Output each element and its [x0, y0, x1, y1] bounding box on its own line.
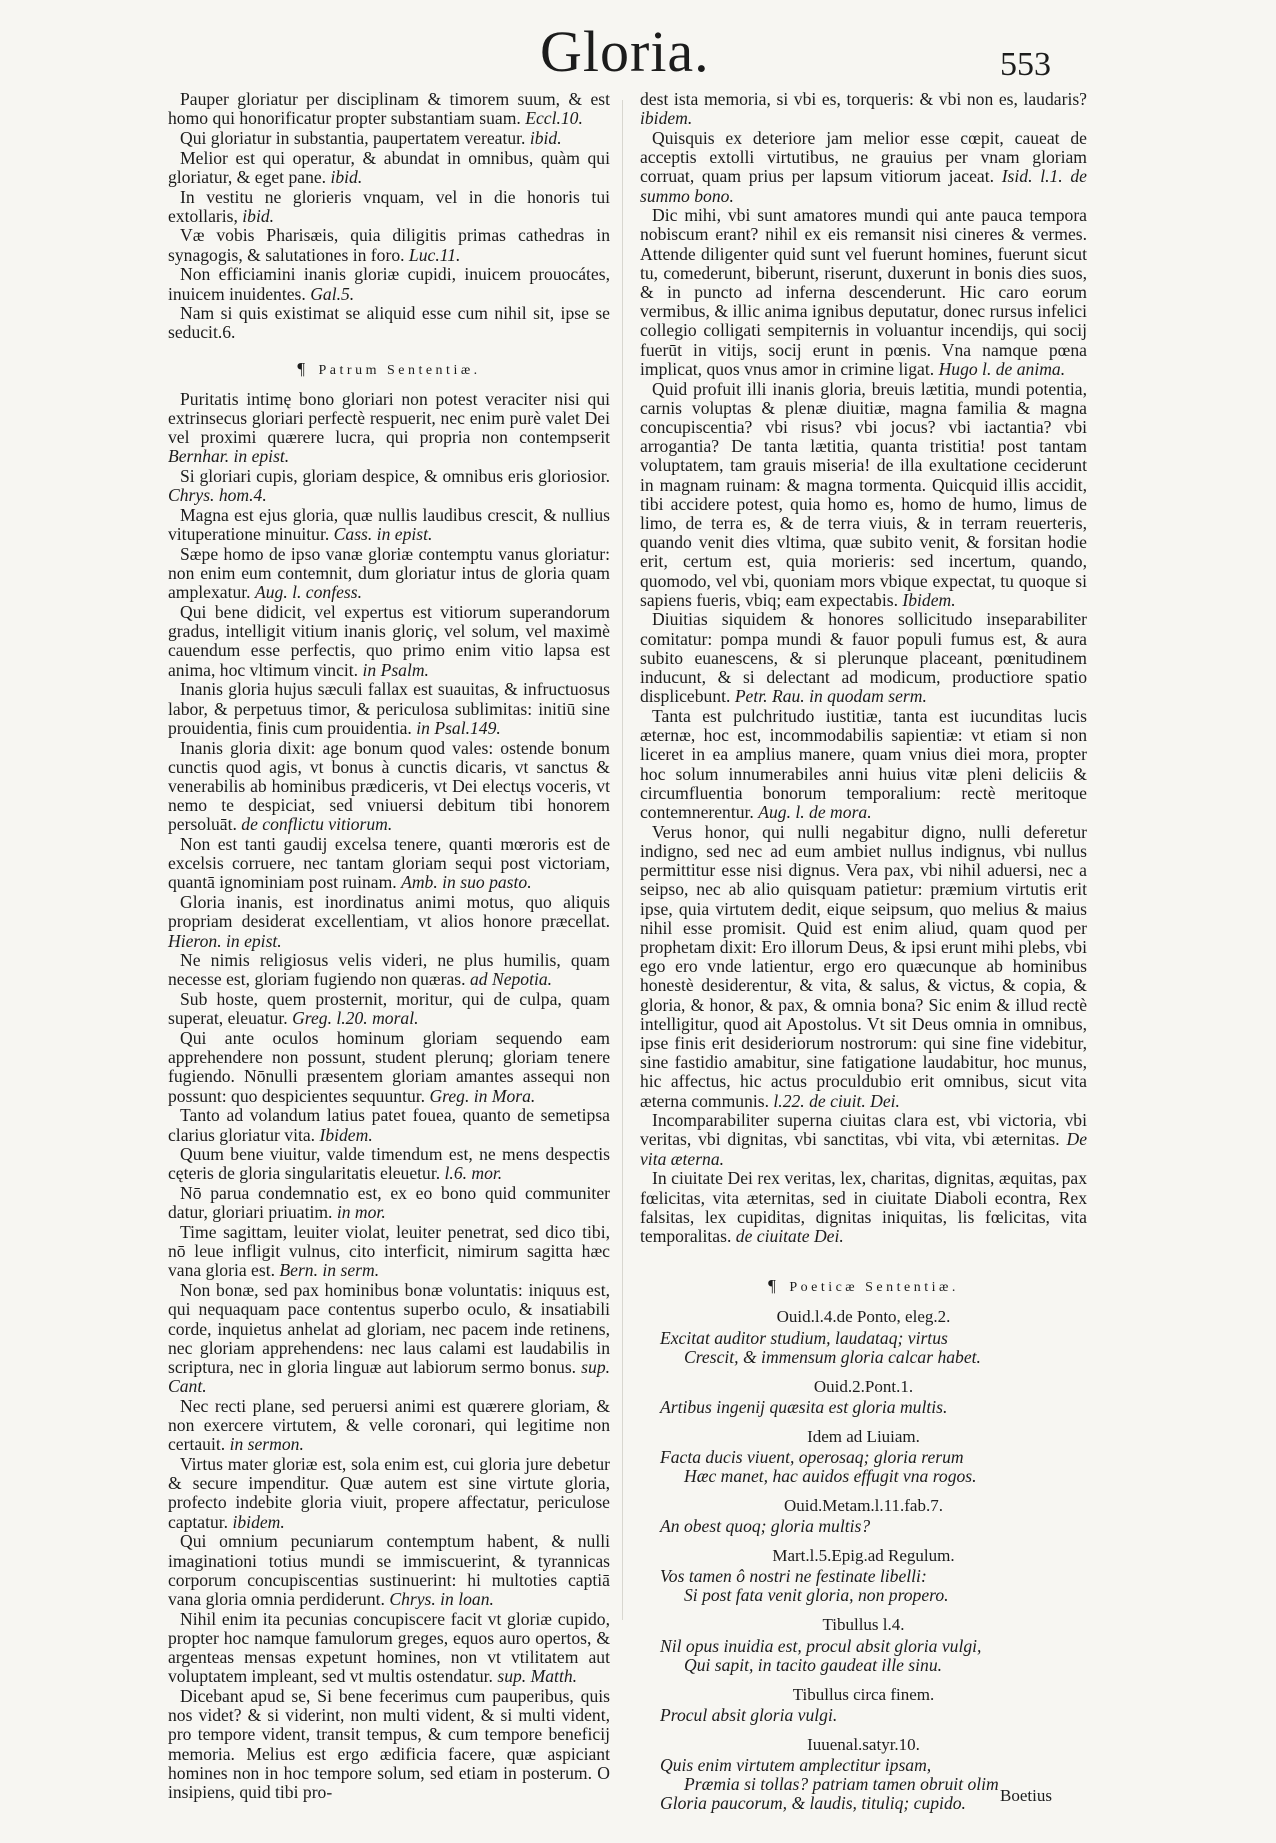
verse-line: Procul absit gloria vulgi.	[660, 1704, 838, 1725]
column-gutter	[622, 100, 623, 1620]
paragraph-text: Qui ante oculos hominum gloriam sequendo eam apprehendere non possunt, student plerunq; gloriam tenere fugiendo. Nōnulli præsentem gloriam amantes assequi non possunt: quo despicientes sequuntur.	[168, 1028, 610, 1106]
paragraph-text: Nihil enim ita pecunias concupiscere facit vt gloriæ cupido, propter hoc namque famulorum greges, equos auro opertos, & argenteas mensas expetunt homines, non vt vtilitatem aut voluptatem impleant, sed vt multis ostendatur.	[168, 1608, 610, 1687]
source-reference: De vita æterna.	[640, 1129, 1088, 1169]
right-column	[640, 90, 1087, 1813]
patristic-sentence	[168, 680, 610, 738]
poem-source: Ouid.Metam.l.11.fab.7.	[784, 1496, 943, 1515]
paragraph-text: Dicebant apud se, Si bene fecerimus cum pauperibus, quis nos videt? & si viderint, non multi vident, & si multi vident, pro tempore vident, transit tempus, & cum tempore beneficij memoria. Melius est ergo ædificia facere, quæ aspiciant homines non in hoc tempore solum, sed etiam in posterum. O insipiens, quid tibi pro-	[168, 1685, 610, 1802]
source-reference: Luc.11.	[408, 244, 461, 265]
paragraph-text: Non efficiamini inanis gloriæ cupidi, inuicem prouocátes, inuicem inuidentes.	[168, 264, 610, 304]
verse-line: Si post fata venit gloria, non propero.	[684, 1585, 949, 1606]
scripture-citation	[168, 226, 610, 264]
paragraph-text: Verus honor, qui nulli negabitur digno, nulli deferetur indigno, sed nec ad eum ambiet nullus indignus, vbi nullus permittitur esse nisi dignus. Vera pax, vbi nihil aduersi, nec a seipso, nec ab alio quisquam patietur: præmium virtutis erit ipse, quia virtutem dedit, eique seipsum, quo melius & maius nihil esse promisit. Quid est enim aliud, quam quod per prophetam dixit: Ero illorum Deus, & ipsi erunt mihi plebs, vbi ego ero vnde latientur, ergo ero quæcunque ab hominibus honestè desiderentur, & vita, & salus, & victus, & copia, & gloria, & honor, & pax, & omnia bona? Sic enim & illud rectè intelligitur, quod ait Apostolus. Vt sit Deus omnia in omnibus, ipse finis erit desideriorum nostrorum: qui sine fine videbitur, sine fastidio amabitur, sine fatigatione laudabitur, hoc munus, hic affectus, hic actus proculdubio erit omnibus, sicut vita æterna communis.	[640, 821, 1087, 1111]
source-reference: Chrys. hom.4.	[168, 485, 267, 506]
source-reference: Bernhar. in epist.	[168, 446, 290, 467]
patristic-sentence	[168, 1106, 610, 1144]
paragraph-text: Non est tanti gaudij excelsa tenere, quanti mœroris est de excelsis corruere, nec tantam gloriam sequi post victoriam, quantā ignominiam post ruinam.	[168, 834, 610, 893]
pilcrow-icon: ¶	[297, 358, 309, 378]
scripture-citation	[168, 265, 610, 303]
patristic-sentence	[168, 1455, 610, 1532]
source-reference: sup. Matth.	[497, 1666, 578, 1687]
source-reference: ibid.	[529, 127, 562, 148]
scripture-citation	[168, 149, 610, 187]
verse-line: Quis enim virtutem amplectitur ipsam,	[660, 1755, 932, 1776]
source-reference: Amb. in suo pasto.	[401, 872, 532, 893]
running-head: Gloria.	[540, 19, 710, 84]
page-header	[0, 18, 1276, 88]
patristic-sentence	[168, 603, 610, 680]
verse-line: Artibus ingenij quæsita est gloria multis.	[660, 1396, 948, 1417]
paragraph-text: Inanis gloria hujus sæculi fallax est suauitas, & infructuosus labor, & perpetuus timor, & periculosa sublimitas: initiū sine prouidentia, finis cum prouidentia.	[168, 679, 610, 738]
source-reference: ibid.	[242, 205, 275, 226]
poem-source: Idem ad Liuiam.	[807, 1426, 920, 1446]
paragraph-text: Magna est ejus gloria, quæ nullis laudibus crescit, & nullius vituperatione minuitur.	[168, 505, 610, 545]
source-reference: Isid. l.1. de summo bono.	[640, 166, 1087, 206]
source-reference: ibidem.	[640, 108, 693, 129]
patristic-sentence	[640, 90, 1087, 128]
paragraph-text: Time sagittam, leuiter violat, leuiter penetrat, sed dico tibi, nō leue infligit vulnus, cito interficit, nimirum sagitta hæc vana gloria est.	[168, 1222, 610, 1281]
source-reference: Greg. in Mora.	[429, 1085, 536, 1106]
verse-line: Præmia si tollas? patriam tamen obruit olim	[684, 1774, 999, 1795]
source-reference: ibid.	[330, 166, 363, 187]
source-reference: Ibidem.	[319, 1124, 373, 1145]
paragraph-text: Quisquis ex deteriore jam melior esse cœpit, caueat de acceptis extolli virtutibus, ne grauius per vnam gloriam corruat, quam prius per lapsum vitiorum jaceat.	[640, 127, 1087, 187]
source-reference: in Psalm.	[362, 659, 429, 680]
patristic-sentence	[168, 1610, 610, 1687]
poem-source: Iuuenal.satyr.10.	[807, 1734, 920, 1754]
poetic-heading	[640, 1276, 1087, 1297]
source-reference: in sermon.	[229, 1434, 304, 1455]
patristic-sentence	[640, 1169, 1087, 1246]
source-reference: de ciuitate Dei.	[735, 1225, 844, 1246]
pilcrow-icon: ¶	[768, 1276, 780, 1296]
paragraph-text: Non bonæ, sed pax hominibus bonæ voluntatis: iniquus est, qui nequaquam pace contentus superbo oculo, & insatiabili corde, inquietus anhelat ad gloriam, nec pacem inde retinens, nec gloriam apprehendens: nec laus calami est laudabilis in scriptura, nec in gloria linguæ aut labiorum sermo bonus.	[168, 1280, 610, 1377]
paragraph-text: Diuitias siquidem & honores sollicitudo inseparabiliter comitatur: pompa mundi & fauor populi fumus est, & aura subito euanescens, & si plerunque placeant, pœnitudinem inducunt, & si delectant ad modicum, productiore spatio displicebunt.	[640, 609, 1087, 707]
poetic-section	[640, 1276, 1087, 1813]
verse-line: Hæc manet, hac auidos effugit vna rogos.	[684, 1466, 977, 1486]
patristic-sentence	[168, 739, 610, 835]
patristic-sentence	[640, 707, 1087, 822]
patristic-sentence	[168, 390, 610, 467]
source-reference: de conflictu vitiorum.	[241, 814, 393, 835]
paragraph-text: Sæpe homo de ipso vanæ gloriæ contemptu vanus gloriatur: non enim eum contemnit, dum gloriatur intus de gloria quam amplexatur.	[168, 543, 610, 603]
patristic-sentence	[168, 893, 610, 951]
patristic-sentence	[640, 610, 1087, 706]
patristic-sentence	[640, 380, 1087, 610]
patristic-sentence	[168, 1029, 610, 1106]
source-reference: l.22. de ciuit. Dei.	[773, 1090, 900, 1111]
paragraph-text: Ne nimis religiosus velis videri, ne plus humilis, quam necesse est, gloriam fugiendo non quæras.	[168, 950, 610, 990]
verse-line: Excitat auditor studium, laudataq; virtus	[660, 1327, 948, 1348]
paragraph-text: Puritatis intimę bono gloriari non potest veraciter nisi qui extrinsecus gloriari perfectè respuerit, nec enim purè valet Dei vel proximi quærere lucra, qui propria non contempserit	[168, 388, 610, 448]
poem-source: Tibullus l.4.	[822, 1615, 905, 1635]
source-reference: l.6. mor.	[444, 1163, 503, 1184]
verse-line: Qui sapit, in tacito gaudeat ille sinu.	[684, 1654, 943, 1675]
poem-source: Ouid.l.4.de Ponto, eleg.2.	[776, 1307, 951, 1327]
paragraph-text: Inanis gloria dixit: age bonum quod vales: ostende bonum cunctis quod agis, vt bonus à cunctis dicaris, vt sanctus & venerabilis ab hominibus prædiceris, vt Dei electųs voceris, vt nemo te despiciat, sed vniuersi debitum tibi honorem persoluāt.	[168, 737, 610, 835]
scripture-citation	[168, 188, 610, 226]
paragraph-text: Pauper gloriatur per disciplinam & timorem suum, & est homo qui honorificatur propter substantiam suam.	[168, 89, 610, 129]
paragraph-text: Nam si quis existimat se aliquid esse cum nihil sit, ipse se seducit.6.	[168, 303, 610, 343]
scripture-citation	[168, 304, 610, 342]
poem-source: Tibullus circa finem.	[792, 1684, 935, 1704]
paragraph-text: Dic mihi, vbi sunt amatores mundi qui ante pauca tempora nobiscum erant? nihil ex eis remansit nisi cineres & vermes. Attende diligenter quid sunt vel fuerunt homines, fuerunt sicut tu, comederunt, biberunt, riserunt, duxerunt in bonis dies suos, & in puncto ad inferna descenderunt. Hic caro eorum vermibus, & illic anima ignibus deputatur, donec rursus infelici collegio colligati sempiternis in voluantur incendijs, qui socij fuerūt in vitijs, socij erunt in pœnis. Vna namque pœna implicat, quos vnus amor in crimine ligat.	[640, 205, 1087, 379]
patristic-sentence	[168, 1223, 610, 1281]
source-reference: Hieron. in epist.	[168, 930, 282, 951]
patristic-sentence	[168, 951, 610, 989]
paragraph-text: Qui bene didicit, vel expertus est vitiorum superandorum gradus, intelligit vitium inanis gloriç, vel solum, vel maximè cauendum esse perfectis, quo primo enim vitio lapsa est anima, hoc vltimum vincit.	[168, 602, 610, 680]
patristic-sentence	[168, 1145, 610, 1183]
patristic-sentence	[168, 990, 610, 1028]
paragraph-text: Virtus mater gloriæ est, sola enim est, cui gloria jure debetur & secure impenditur. Quæ autem est sine virtute gloria, profecto indebite gloria viuit, propere affectatur, periculose captatur.	[168, 1454, 610, 1532]
patristic-sentence	[168, 1532, 610, 1609]
source-reference: ibidem.	[232, 1511, 285, 1532]
poem-source: Ouid.2.Pont.1.	[813, 1376, 914, 1396]
paragraph-text: Qui gloriatur in substantia, paupertatem vereatur.	[180, 127, 526, 148]
source-reference: Hugo l. de anima.	[938, 358, 1066, 379]
page-number: 553	[1000, 46, 1051, 83]
paragraph-text: Nō parua condemnatio est, ex eo bono quid communiter datur, gloriari priuatim.	[168, 1183, 610, 1223]
paragraph-text: Melior est qui operatur, & abundat in omnibus, quàm qui gloriatur, & eget pane.	[168, 147, 610, 187]
catchword: Boetius	[1000, 1786, 1052, 1805]
source-reference: Gal.5.	[310, 283, 355, 304]
section-heading-text: Poeticæ Sententiæ.	[789, 1280, 959, 1296]
source-reference: ad Nepotia.	[469, 969, 553, 990]
patristic-sentence	[168, 1281, 610, 1396]
source-reference: Bern. in serm.	[279, 1260, 380, 1281]
source-reference: sup. Cant.	[168, 1357, 611, 1397]
poem-source: Mart.l.5.Epig.ad Regulum.	[772, 1546, 955, 1566]
patrum-heading	[168, 359, 610, 380]
paragraph-text: Quid profuit illi inanis gloria, breuis lætitia, mundi potentia, carnis voluptas & plenæ diuitiæ, magna familia & magna concupiscentia? vbi risus? vbi jocus? vbi iactantia? vbi arrogantia? De tanta lætitia, quanta tristitia! post tantam voluptatem, tam grauis miseria! de illa exultatione ceciderunt in magnam ruinam: & magna tormenta. Quicquid illis accidit, tibi accidere potest, quia homo es, homo de humo, limus de limo, de terra es, & de terra viuis, & in terram reuerteris, quando venit dies vltima, quæ subito venit, & forsitan hodie erit, certum est, quia morieris: sed incertum, quando, quomodo, vel vbi, quoniam mors vbique expectat, tu quoque si sapiens fueris, vbiq; eam expectabis.	[640, 378, 1087, 610]
patristic-sentence	[168, 467, 610, 505]
paragraph-text: In vestitu ne glorieris vnquam, vel in die honoris tui extollaris,	[168, 186, 610, 226]
source-reference: Greg. l.20. moral.	[292, 1008, 419, 1029]
verse-line: An obest quoq; gloria multis?	[660, 1516, 871, 1537]
patristic-sentence	[640, 1111, 1087, 1169]
scripture-citation	[168, 129, 610, 148]
patristic-sentence	[640, 823, 1087, 1111]
patristic-sentence	[168, 835, 610, 893]
patristic-sentence	[168, 545, 610, 603]
source-reference: Eccl.10.	[525, 108, 583, 129]
patristic-sentence	[168, 506, 610, 544]
section-heading-text: Patrum Sententiæ.	[318, 362, 481, 378]
patristic-sentence	[168, 1397, 610, 1455]
paragraph-text: Quum bene viuitur, valde timendum est, ne mens despectis cęteris de gloria singularitatis eleuetur.	[168, 1144, 610, 1184]
patristic-sentence	[168, 1687, 610, 1802]
left-column	[168, 90, 610, 1803]
source-reference: Aug. l. de mora.	[758, 802, 872, 823]
verse-line: Facta ducis viuent, operosaq; gloria rerum	[660, 1447, 964, 1467]
verse-line: Vos tamen ô nostri ne festinate libelli:	[660, 1566, 927, 1587]
verse-line: Nil opus inuidia est, procul absit gloria vulgi,	[660, 1635, 982, 1656]
source-reference: Petr. Rau. in quodam serm.	[734, 686, 927, 707]
paragraph-text: Qui omnium pecuniarum contemptum habent, & nulli imaginationi totius mundi se immiscuerint, & tyrannicas corporum concupiscentias sustinuerint: hi multoties captiā vana gloria omnia perdiderunt.	[168, 1531, 610, 1609]
source-reference: Chrys. in loan.	[389, 1588, 494, 1609]
verse-line: Gloria paucorum, & laudis, tituliq; cupido.	[660, 1793, 966, 1814]
source-reference: Ibidem.	[902, 589, 956, 610]
source-reference: Aug. l. confess.	[254, 582, 362, 603]
paragraph-text: Si gloriari cupis, gloriam despice, & omnibus eris gloriosior.	[180, 466, 610, 487]
patristic-sentence	[640, 206, 1087, 379]
paragraph-text: Tanto ad volandum latius patet fouea, quanto de semetipsa clarius gloriatur vita.	[168, 1105, 610, 1145]
verse-line: Crescit, & immensum gloria calcar habet.	[684, 1346, 981, 1367]
scripture-citation	[168, 90, 610, 128]
paragraph-text: Væ vobis Pharisæis, quia diligitis primas cathedras in synagogis, & salutationes in foro.	[168, 225, 610, 265]
patristic-sentence	[168, 1184, 610, 1222]
paragraph-text: Nec recti plane, sed peruersi animi est quærere gloriam, & non exercere virtutem, & velle coronari, qui legitime non certauit.	[168, 1395, 610, 1455]
paragraph-text: Gloria inanis, est inordinatus animi motus, quo aliquis propriam desiderat excellentiam, vt alios honore præcellat.	[168, 892, 610, 932]
paragraph-text: dest ista memoria, si vbi es, torqueris: & vbi non es, laudaris?	[640, 89, 1087, 109]
paragraph-text: Sub hoste, quem prosternit, moritur, qui de culpa, quam superat, eleuatur.	[168, 989, 610, 1029]
source-reference: Cass. in epist.	[333, 524, 433, 545]
source-reference: in Psal.149.	[416, 717, 501, 738]
patristic-sentence	[640, 129, 1087, 206]
paragraph-text: In ciuitate Dei rex veritas, lex, charitas, dignitas, æquitas, pax fœlicitas, vita æternitas, sed in ciuitate Diaboli econtra, Rex falsitas, lex cupiditas, dignitas iniquitas, lis fœlicitas, vita temporalitas.	[640, 1168, 1087, 1246]
source-reference: in mor.	[336, 1202, 386, 1223]
paragraph-text: Tanta est pulchritudo iustitiæ, tanta est iucunditas lucis æternæ, hoc est, incommodabilis sapientiæ: vt etiam si non liceret in ea amplius manere, quam vnius diei mora, propter hoc solum innumerabiles anni huius vitæ pleni deliciis & circumfluentia bonorum temporalium: rectè meritoque contemnerentur.	[640, 706, 1087, 823]
paragraph-text: Incomparabiliter superna ciuitas clara est, vbi victoria, vbi veritas, vbi dignitas, vbi sanctitas, vbi vita, vbi æternitas.	[640, 1110, 1087, 1150]
